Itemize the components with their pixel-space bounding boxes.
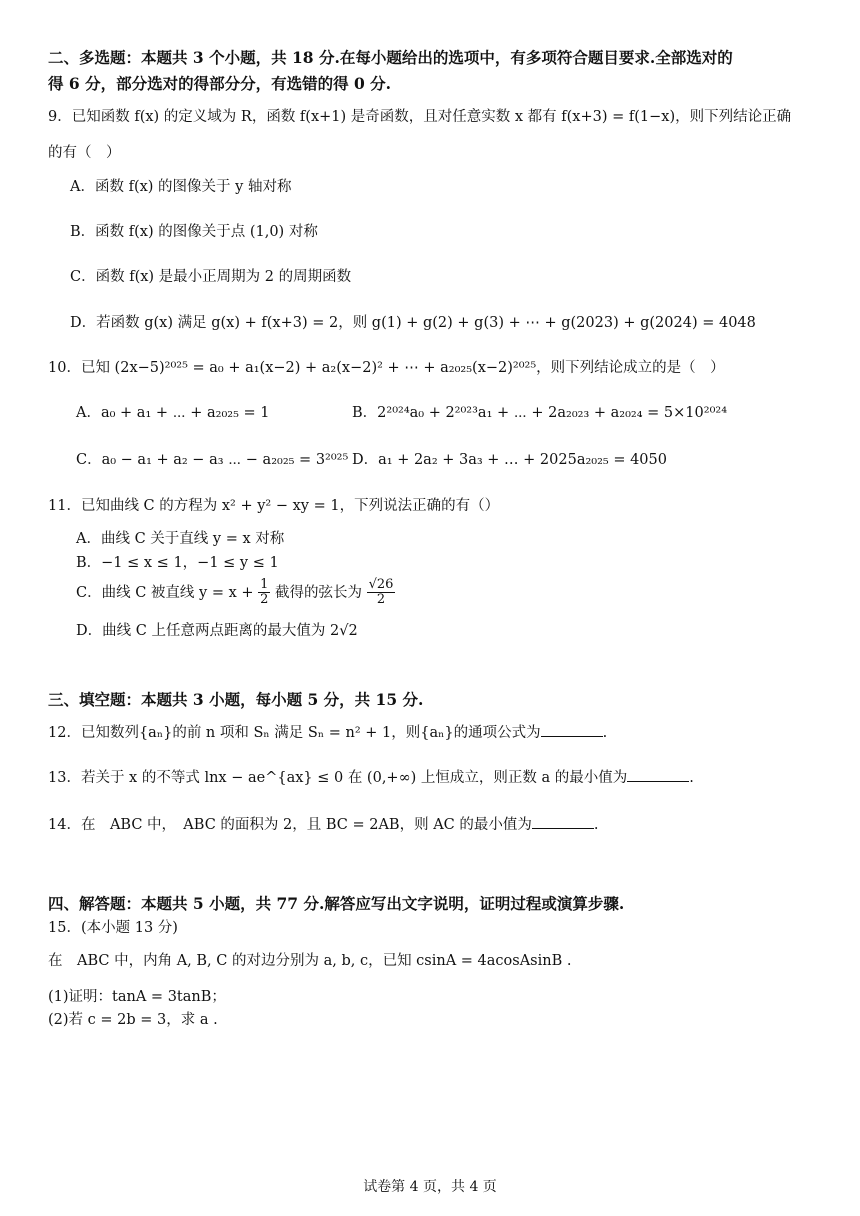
- q9-stem-line2: 的有（ ）: [48, 145, 121, 161]
- q15-label: 15．(本小题 13 分): [48, 920, 178, 936]
- q14-stem: 14．在 ABC 中， ABC 的面积为 2，且 BC = 2AB，则 AC 的最小值为: [48, 817, 532, 833]
- q13-answer-blank[interactable]: [627, 769, 689, 782]
- q11-option-b: B．−1 ≤ x ≤ 1，−1 ≤ y ≤ 1: [76, 555, 279, 571]
- q12-answer-blank[interactable]: [541, 724, 603, 737]
- q10-option-a: A．a₀ + a₁ + ⋯ + a₂₀₂₅ = 1: [76, 405, 270, 421]
- result-numerator: √26: [368, 577, 394, 592]
- q9-option-c: C．函数 f(x) 是最小正周期为 2 的周期函数: [70, 269, 352, 285]
- q15-stem: 在 ABC 中，内角 A, B, C 的对边分别为 a, b, c，已知 csinA = 4acosAsinB .: [48, 953, 572, 969]
- q11-option-c-middle: 截得的弦长为: [275, 584, 367, 601]
- section3-header: 三、填空题：本题共 3 小题，每小题 5 分，共 15 分.: [48, 690, 424, 709]
- q10-option-c: C．a₀ − a₁ + a₂ − a₃ ⋯ − a₂₀₂₅ = 3²⁰²⁵: [76, 452, 349, 468]
- q14-line: [48, 813, 598, 834]
- q13-end: .: [689, 770, 694, 786]
- q11-option-c-fraction: [258, 578, 270, 608]
- result-denominator: 2: [376, 592, 386, 608]
- q12-line: [48, 721, 607, 742]
- fraction-numerator: 1: [260, 577, 269, 592]
- q12-stem: 12．已知数列{aₙ}的前 n 项和 Sₙ 满足 Sₙ = n² + 1，则{aₙ}的通项公式为: [48, 725, 541, 741]
- q14-answer-blank[interactable]: [532, 816, 594, 829]
- q15-part1: (1)证明：tanA = 3tanB；: [48, 989, 226, 1005]
- q11-option-c: [76, 578, 395, 608]
- q9-option-b: B．函数 f(x) 的图像关于点 (1,0) 对称: [70, 224, 318, 240]
- fraction-denominator: 2: [260, 592, 269, 608]
- q11-option-c-prefix: C．曲线 C 被直线 y = x +: [76, 584, 254, 601]
- q11-option-c-result: [367, 578, 396, 608]
- q11-option-a: A．曲线 C 关于直线 y = x 对称: [76, 531, 285, 547]
- q9-option-d: D．若函数 g(x) 满足 g(x) + f(x+3) = 2，则 g(1) + g(2) + g(3) + ⋯ + g(2023) + g(2024) = 4048: [70, 315, 756, 331]
- page-footer: 试卷第 4 页，共 4 页: [363, 1179, 497, 1195]
- section2-header-line2: 得 6 分，部分选对的得部分分，有选错的得 0 分.: [48, 74, 392, 93]
- q13-stem: 13．若关于 x 的不等式 lnx − ae^{ax} ≤ 0 在 (0,+∞) 上恒成立，则正数 a 的最小值为: [48, 770, 628, 786]
- q10-stem: 10．已知 (2x−5)²⁰²⁵ = a₀ + a₁(x−2) + a₂(x−2)² + ⋯ + a₂₀₂₅(x−2)²⁰²⁵，则下列结论成立的是（ ）: [48, 360, 725, 376]
- q13-line: [48, 766, 694, 787]
- q12-end: .: [602, 725, 608, 741]
- q11-stem: 11．已知曲线 C 的方程为 x² + y² − xy = 1，下列说法正确的有（）: [48, 498, 500, 514]
- q15-part2: (2)若 c = 2b = 3，求 a .: [48, 1012, 218, 1028]
- q10-option-d: D．a₁ + 2a₂ + 3a₃ + … + 2025a₂₀₂₅ = 4050: [352, 452, 667, 468]
- section2-header-line1: 二、多选题：本题共 3 个小题，共 18 分.在每小题给出的选项中，有多项符合题目要求.全部选对的: [48, 48, 733, 67]
- q9-option-a: A．函数 f(x) 的图像关于 y 轴对称: [70, 179, 292, 195]
- q10-option-b: B．2²⁰²⁴a₀ + 2²⁰²³a₁ + ⋯ + 2a₂₀₂₃ + a₂₀₂₄ = 5×10²⁰²⁴: [352, 405, 728, 421]
- q11-option-d: D．曲线 C 上任意两点距离的最大值为 2√2: [76, 623, 358, 639]
- q14-end: .: [593, 817, 599, 833]
- q9-stem-line1: 9．已知函数 f(x) 的定义域为 R，函数 f(x+1) 是奇函数，且对任意实数 x 都有 f(x+3) = f(1−x)，则下列结论正确: [48, 109, 792, 125]
- section4-header: 四、解答题：本题共 5 小题，共 77 分.解答应写出文字说明，证明过程或演算步骤.: [48, 894, 625, 913]
